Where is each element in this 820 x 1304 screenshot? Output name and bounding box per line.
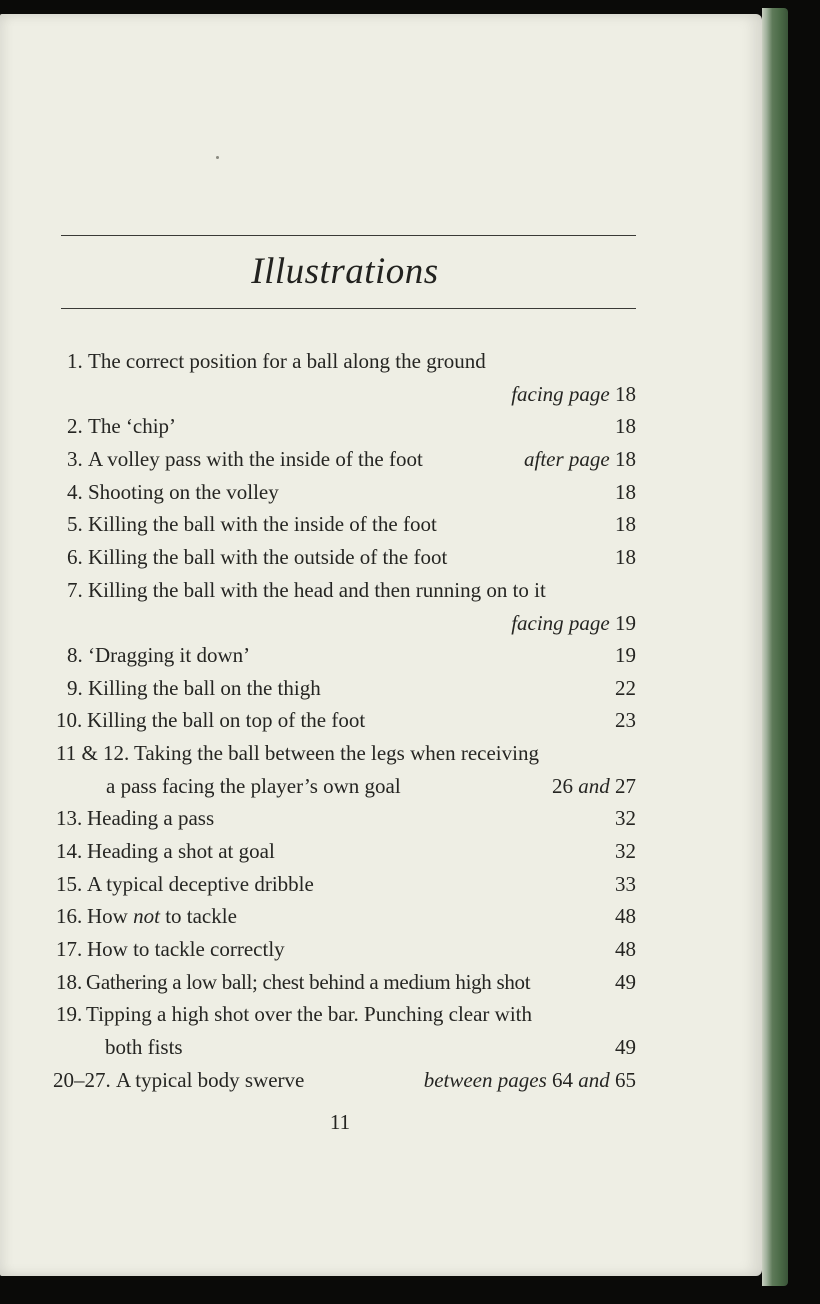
entry-number: 15. [56, 872, 83, 896]
list-item [0, 377, 820, 411]
entry-page: 32 [615, 839, 636, 863]
list-item [0, 736, 820, 770]
list-item [0, 573, 820, 607]
top-rule [61, 235, 636, 236]
entry-number: 16. [56, 904, 83, 928]
entry-text: Gathering a low ball; chest behind a medium high shot [86, 970, 531, 994]
entry-number: 20–27. [53, 1068, 111, 1092]
page-title: Illustrations [251, 251, 439, 292]
entry-number: 13. [56, 806, 83, 830]
entry-number: 5. [67, 512, 83, 536]
entry-page: 49 [615, 970, 636, 994]
entry-text: How not to tackle [87, 904, 237, 928]
entry-page: 33 [615, 872, 636, 896]
entry-number: 8. [67, 643, 83, 667]
entry-text: Killing the ball with the outside of the foot [88, 545, 448, 569]
entry-page: 26 and 27 [552, 774, 636, 798]
list-item [0, 671, 820, 705]
list-item [0, 507, 820, 541]
list-item [0, 409, 820, 443]
entry-number: 18. [56, 970, 83, 994]
entry-number: 17. [56, 937, 83, 961]
entry-page: after page 18 [524, 447, 636, 471]
entry-page: 49 [615, 1035, 636, 1059]
list-item [0, 442, 820, 476]
list-item [0, 899, 820, 933]
entry-text: Taking the ball between the legs when receiving [134, 741, 539, 765]
entry-text: Heading a shot at goal [87, 839, 275, 863]
entry-page: 48 [615, 937, 636, 961]
entry-text: A typical body swerve [116, 1068, 305, 1092]
list-item [0, 475, 820, 509]
entry-page: 18 [615, 414, 636, 438]
entry-page: 22 [615, 676, 636, 700]
entry-number: 1. [67, 349, 83, 373]
entry-number: 4. [67, 480, 83, 504]
entry-number: 14. [56, 839, 83, 863]
entry-text: Killing the ball with the head and then running on to it [88, 578, 546, 602]
list-item [0, 867, 820, 901]
entry-text: both fists [105, 1035, 183, 1059]
entry-number: 3. [67, 447, 83, 471]
entry-page: between pages 64 and 65 [423, 1068, 636, 1092]
list-item [0, 703, 820, 737]
page-number: 11 [329, 1110, 351, 1134]
bottom-rule [61, 308, 636, 309]
list-item [0, 834, 820, 868]
entry-number: 2. [67, 414, 83, 438]
entry-number: 7. [67, 578, 83, 602]
paper-speck [216, 156, 219, 159]
list-item [0, 344, 820, 378]
entry-page: 18 [615, 512, 636, 536]
entry-text: A typical deceptive dribble [87, 872, 314, 896]
entry-text: Shooting on the volley [88, 480, 279, 504]
list-item [0, 801, 820, 835]
entry-number: 10. [56, 708, 83, 732]
entry-number: 11 & 12. [56, 741, 130, 765]
entry-text: ‘Dragging it down’ [88, 643, 251, 667]
entry-page: 48 [615, 904, 636, 928]
entry-page: 32 [615, 806, 636, 830]
entry-number: 9. [67, 676, 83, 700]
entry-text: Killing the ball with the inside of the foot [88, 512, 437, 536]
entry-text: a pass facing the player’s own goal [106, 774, 401, 798]
list-item [0, 638, 820, 672]
entry-text: Killing the ball on top of the foot [87, 708, 366, 732]
entry-page: 23 [615, 708, 636, 732]
entry-page: facing page 18 [511, 382, 636, 406]
entry-text: The ‘chip’ [88, 414, 177, 438]
entry-text: A volley pass with the inside of the foot [88, 447, 423, 471]
list-item [0, 769, 820, 803]
entry-text: Tipping a high shot over the bar. Punching clear with [86, 1002, 533, 1026]
list-item [0, 932, 820, 966]
entry-number: 6. [67, 545, 83, 569]
list-item [0, 1030, 820, 1064]
list-item [0, 1063, 820, 1097]
entry-page: 19 [615, 643, 636, 667]
entry-text: Heading a pass [87, 806, 215, 830]
entry-text: How to tackle correctly [87, 937, 285, 961]
list-item [0, 540, 820, 574]
list-item [0, 997, 820, 1031]
entry-page: facing page 19 [511, 611, 636, 635]
list-item [0, 606, 820, 640]
entry-number: 19. [56, 1002, 83, 1026]
entry-text: The correct position for a ball along the ground [88, 349, 486, 373]
entry-page: 18 [615, 545, 636, 569]
list-item [0, 965, 820, 999]
entry-text: Killing the ball on the thigh [88, 676, 321, 700]
entry-page: 18 [615, 480, 636, 504]
